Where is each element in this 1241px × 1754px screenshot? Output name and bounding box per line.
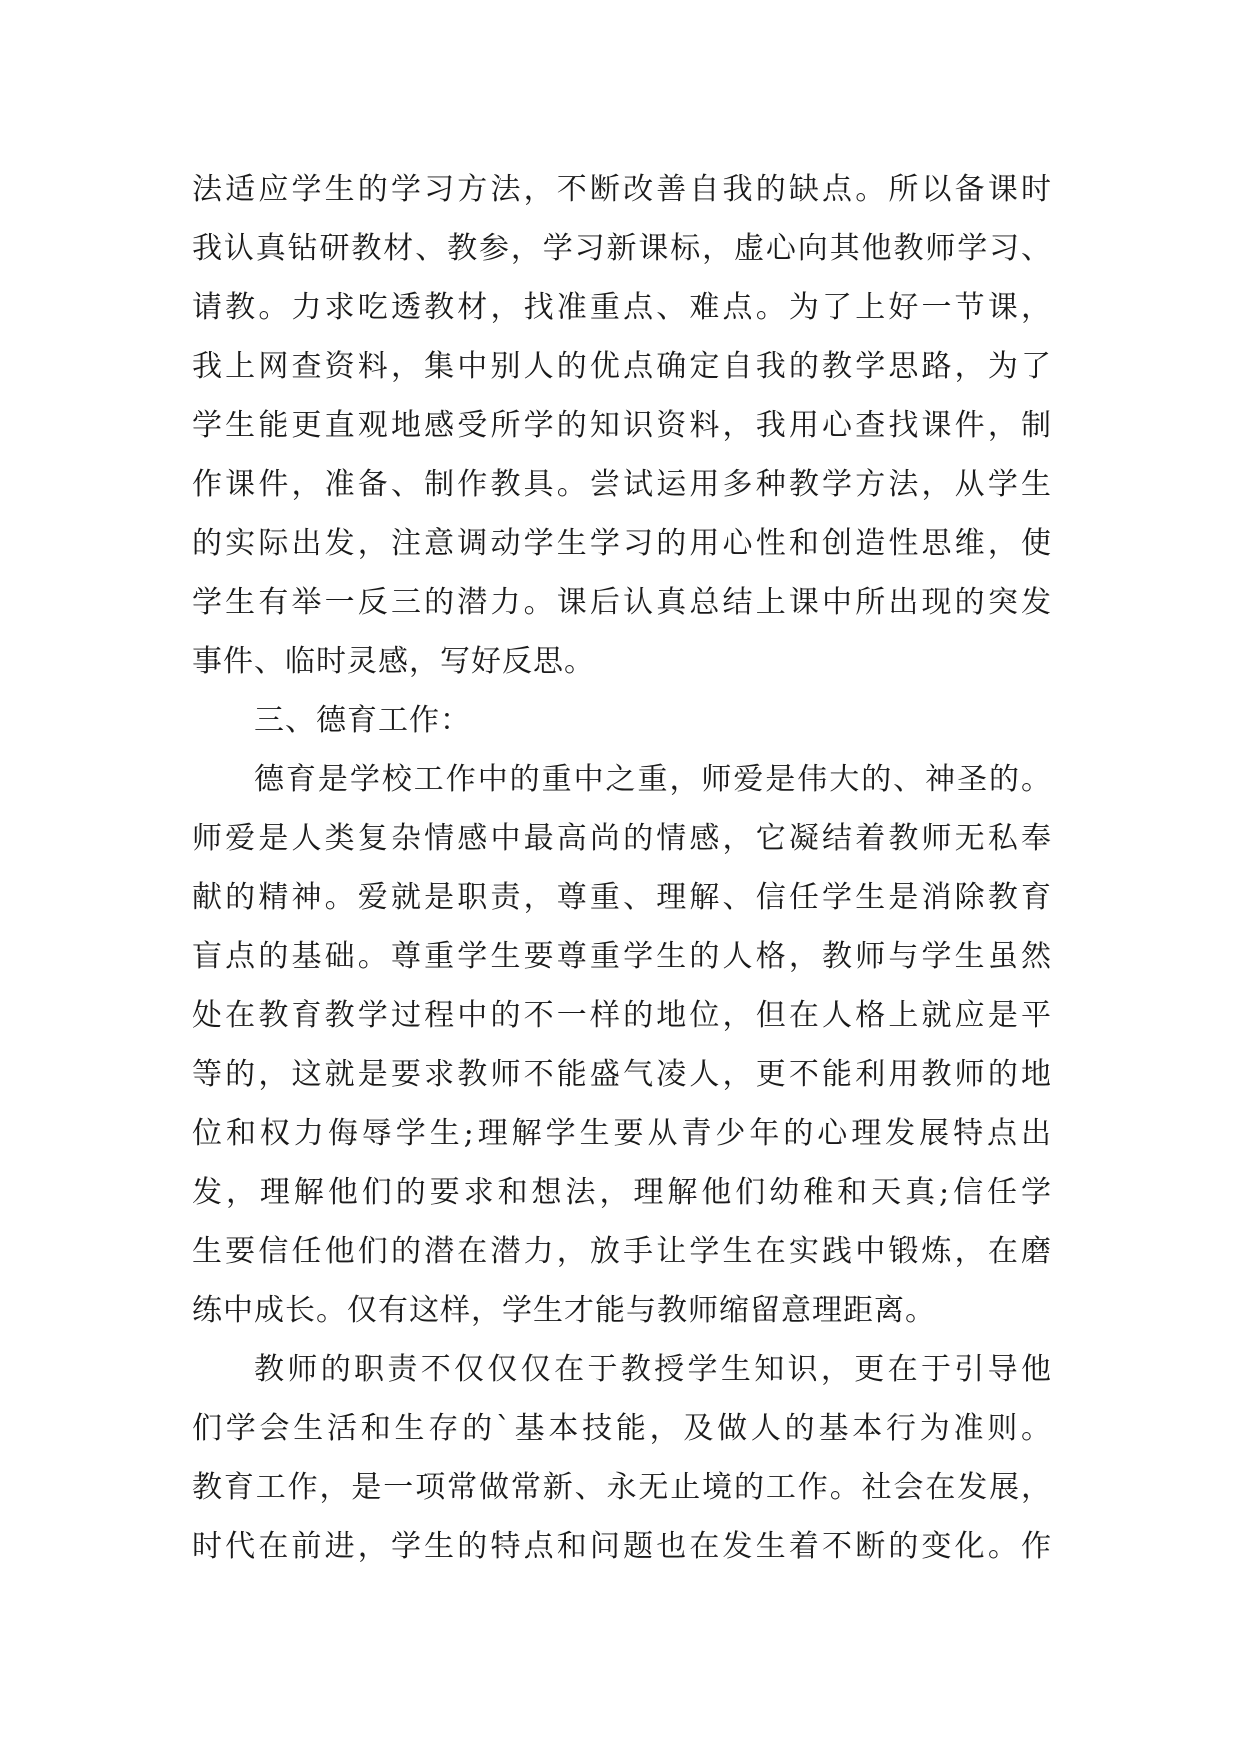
text-line: 师爱是人类复杂情感中最高尚的情感，它凝结着教师无私奉 [192, 821, 1052, 856]
text-line: 献的精神。爱就是职责，尊重、理解、信任学生是消除教育 [192, 880, 1052, 915]
text-line: 作课件，准备、制作教具。尝试运用多种教学方法，从学生 [192, 467, 1052, 502]
text-line: 练中成长。仅有这样，学生才能与教师缩留意理距离。 [192, 1293, 936, 1328]
text-line: 时代在前进，学生的特点和问题也在发生着不断的变化。作 [192, 1529, 1052, 1564]
text-line: 我上网查资料，集中别人的优点确定自我的教学思路，为了 [192, 349, 1052, 384]
text-line: 的实际出发，注意调动学生学习的用心性和创造性思维，使 [192, 526, 1052, 561]
text-line: 发，理解他们的要求和想法，理解他们幼稚和天真;信任学 [192, 1175, 1052, 1210]
text-line: 等的，这就是要求教师不能盛气凌人，更不能利用教师的地 [192, 1057, 1052, 1092]
text-line: 生要信任他们的潜在潜力，放手让学生在实践中锻炼，在磨 [192, 1234, 1052, 1269]
section-heading: 三、德育工作： [254, 703, 471, 738]
text-line: 学生能更直观地感受所学的知识资料，我用心查找课件，制 [192, 408, 1052, 443]
text-line: 教育工作，是一项常做常新、永无止境的工作。社会在发展， [192, 1470, 1052, 1505]
text-line: 法适应学生的学习方法，不断改善自我的缺点。所以备课时 [192, 172, 1052, 207]
text-line: 们学会生活和生存的`基本技能，及做人的基本行为准则。 [192, 1411, 1052, 1446]
document-body [192, 160, 1052, 1576]
text-line: 位和权力侮辱学生;理解学生要从青少年的心理发展特点出 [192, 1116, 1052, 1151]
text-line: 请教。力求吃透教材，找准重点、难点。为了上好一节课， [192, 290, 1052, 325]
text-line: 学生有举一反三的潜力。课后认真总结上课中所出现的突发 [192, 585, 1052, 620]
text-line: 德育是学校工作中的重中之重，师爱是伟大的、神圣的。 [254, 762, 1052, 797]
text-line: 处在教育教学过程中的不一样的地位，但在人格上就应是平 [192, 998, 1052, 1033]
text-line: 事件、临时灵感，写好反思。 [192, 644, 595, 679]
text-line: 盲点的基础。尊重学生要尊重学生的人格，教师与学生虽然 [192, 939, 1052, 974]
text-line: 我认真钻研教材、教参，学习新课标，虚心向其他教师学习、 [192, 231, 1052, 266]
text-line: 教师的职责不仅仅仅在于教授学生知识，更在于引导他 [254, 1352, 1052, 1387]
